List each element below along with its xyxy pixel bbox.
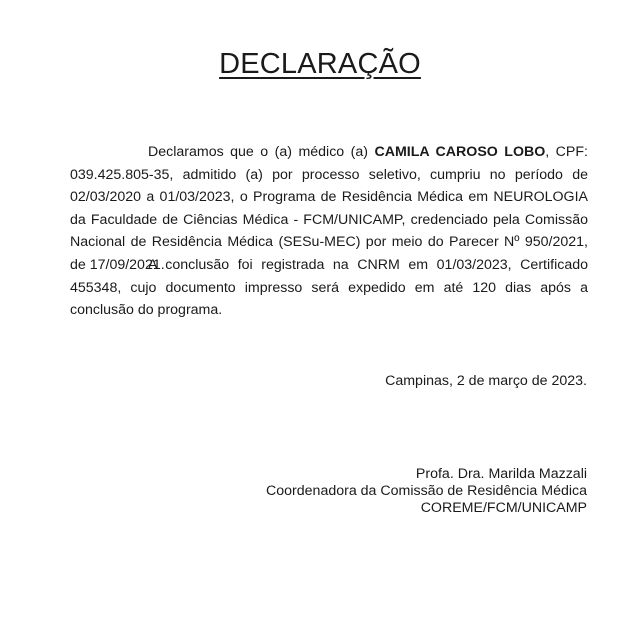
signatory-unit: COREME/FCM/UNICAMP bbox=[420, 500, 587, 516]
signatory-role: Coordenadora da Comissão de Residência Médica bbox=[266, 483, 587, 499]
signature-block bbox=[266, 466, 587, 517]
conclusion-text: A conclusão foi registrada na CNRM em 01/03/2023, Certificado 455348, cujo documento impresso será expedido em até 120 dias após a conclusão do programa. bbox=[70, 257, 588, 319]
conclusion-paragraph bbox=[70, 254, 588, 322]
paragraph-text-before-name: Declaramos que o (a) médico (a) bbox=[148, 144, 375, 160]
document-title: DECLARAÇÃO bbox=[219, 48, 421, 80]
place-date: Campinas, 2 de março de 2023. bbox=[385, 373, 587, 389]
physician-name: CAMILA CAROSO LOBO bbox=[374, 144, 546, 160]
signatory-name: Profa. Dra. Marilda Mazzali bbox=[415, 466, 587, 482]
paragraph-text-after-name: , CPF: 039.425.805-35, admitido (a) por processo seletivo, cumpriu no período de 02/03/2020 a 01/03/2023, o Programa de Residência Médica em NEUROLOGIA da Faculdade de Ciências Médica - FCM/UNICAMP, credenciado pela Comissão Nacional de Residência Médica (SESu-MEC) por meio do Parecer Nº 950/2021, de 17/09/2021. bbox=[70, 144, 589, 273]
